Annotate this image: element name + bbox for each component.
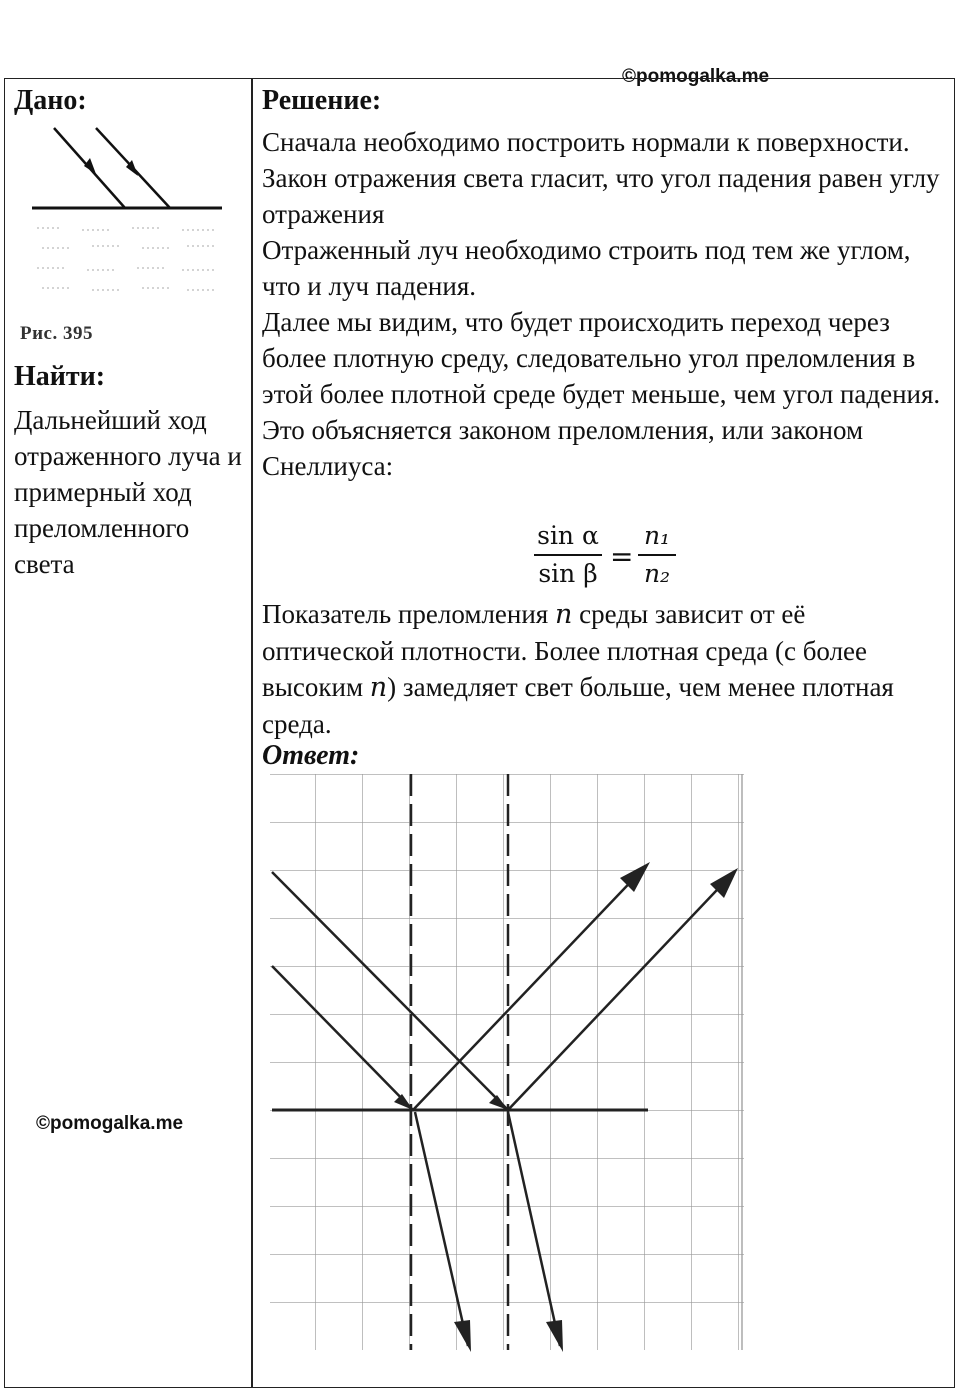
formula-equals: =	[610, 540, 634, 573]
answer-heading: Ответ:	[262, 740, 360, 771]
solution-paragraph: Отраженный луч необходимо строить под тем же углом, что и луч падения.	[262, 235, 911, 301]
formula-lhs-fraction	[534, 520, 602, 590]
given-column	[14, 84, 246, 118]
formula-lhs-denominator: sin β	[538, 559, 598, 588]
math-variable-n: n	[554, 599, 573, 630]
snell-formula	[530, 520, 690, 596]
formula-fraction-bar	[638, 554, 676, 556]
find-heading: Найти:	[14, 361, 106, 392]
solution-paragraph: Сначала необходимо построить нормали к поверхности.	[262, 127, 910, 157]
formula-lhs-numerator: sin α	[537, 521, 599, 550]
figure-caption: Рис. 395	[20, 323, 93, 344]
watermark-left: ©pomogalka.me	[36, 1113, 184, 1134]
math-variable-n: n	[369, 672, 388, 703]
formula-fraction-bar	[534, 554, 602, 556]
answer-diagram	[268, 774, 746, 1352]
explanation-part: ) замедляет свет больше, чем менее плотная среда.	[262, 672, 894, 739]
medium-hatching	[37, 228, 217, 290]
formula-rhs-fraction	[638, 520, 676, 590]
find-text: Дальнейший ход отраженного луча и примерный ход преломленного света	[14, 405, 242, 579]
given-heading: Дано:	[14, 85, 87, 116]
explanation-part: среды зависит от её оптической плотности. Более плотная среда (с более высоким	[262, 599, 868, 702]
solution-paragraph: Закон отражения света гласит, что угол падения равен углу отражения	[262, 163, 940, 229]
refraction-explanation	[262, 596, 942, 742]
formula-rhs-numerator: n₁	[643, 521, 671, 550]
watermark-top: ©pomogalka.me	[622, 66, 770, 87]
explanation-part: Показатель преломления	[262, 599, 555, 629]
column-divider	[251, 78, 253, 1388]
refraction-explanation-text	[262, 596, 942, 742]
given-figure	[22, 118, 232, 308]
incident-ray-1-arrow	[84, 158, 96, 174]
formula-rhs-denominator: n₂	[643, 559, 671, 588]
solution-heading: Решение:	[262, 85, 382, 116]
solution-paragraph: Далее мы видим, что будет происходить переход через более плотную среду, следовательно угол преломления в этой более плотной среде будет меньше, чем угол падения. Это объясняется законом преломления, или законом Снеллиуса:	[262, 307, 941, 481]
solution-column	[262, 84, 942, 484]
